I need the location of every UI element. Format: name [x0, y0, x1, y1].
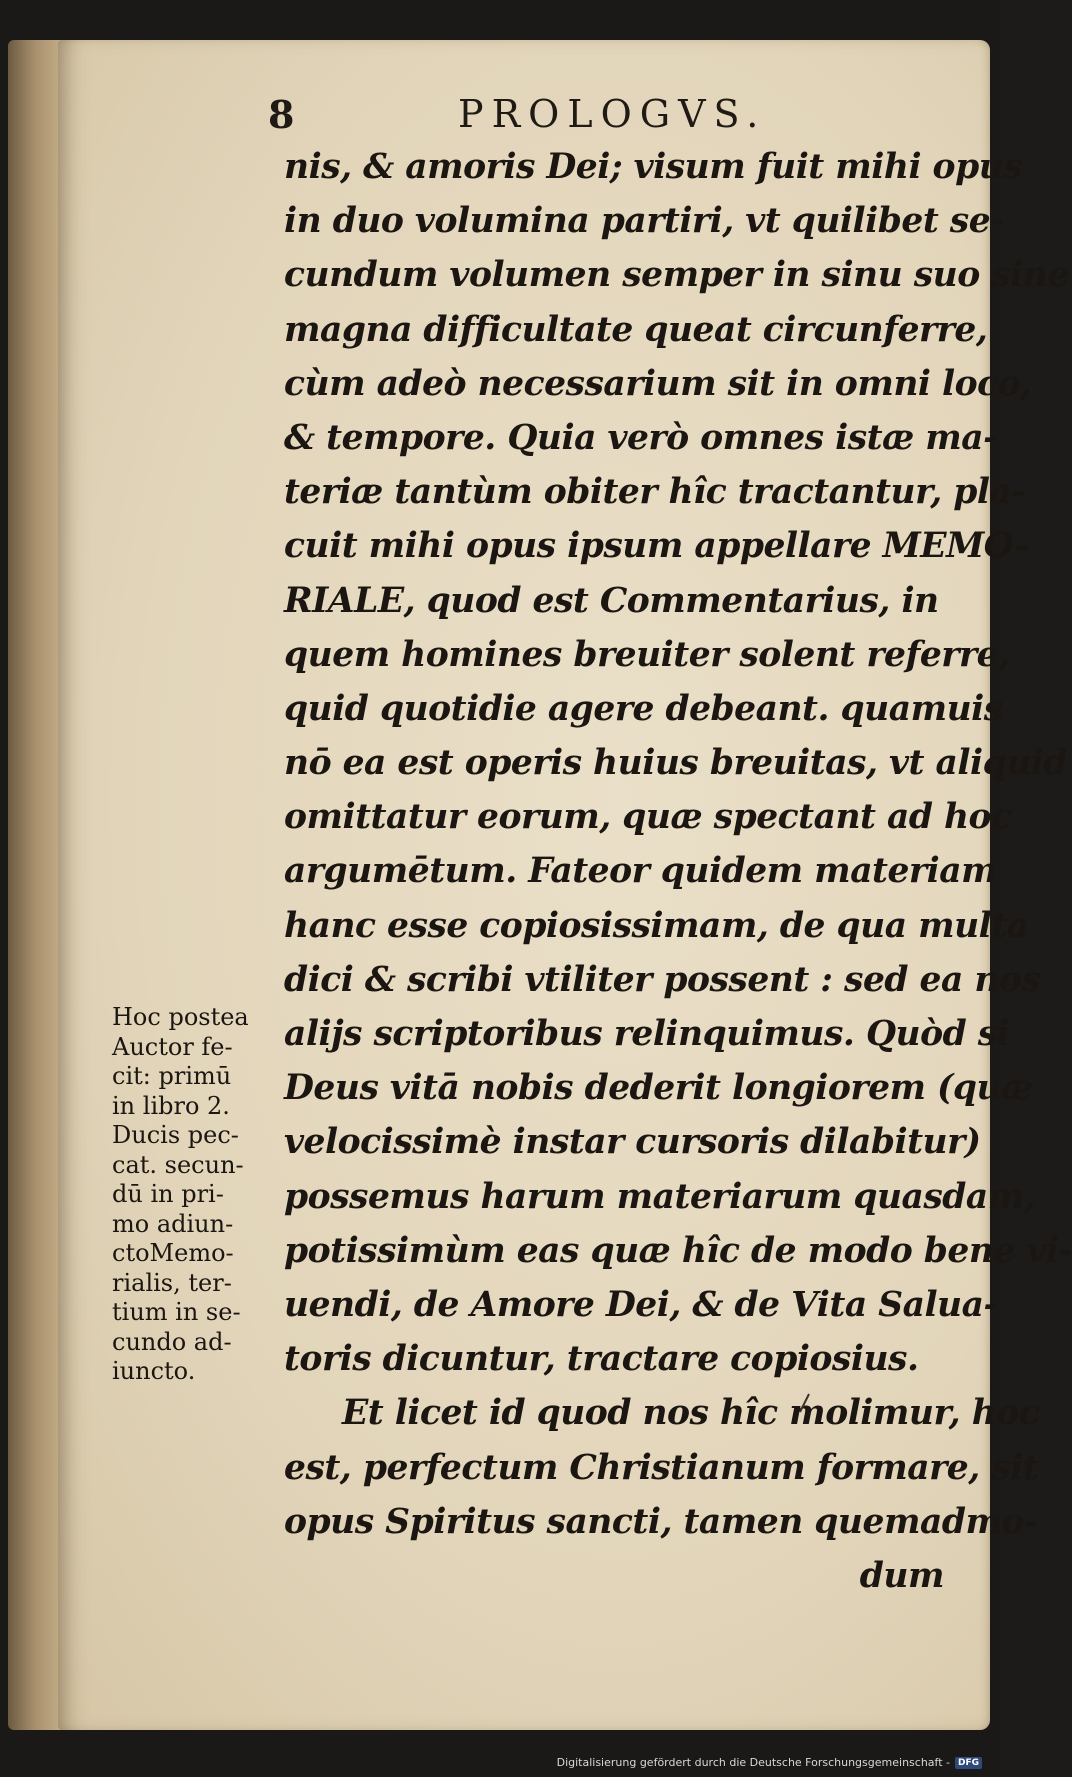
- text-line: possemus harum materiarum quasdam,: [284, 1176, 1036, 1217]
- marginal-note-line: Auctor fe-: [112, 1032, 233, 1061]
- text-line: hanc esse copiosissimam, de qua multa: [284, 905, 1029, 946]
- catchword: dum: [859, 1555, 944, 1596]
- marginal-note-line: ctoMemo-: [112, 1239, 234, 1267]
- text-line: velocissimè instar cursoris dilabitur): [284, 1122, 981, 1163]
- text-line: & tempore. Quia verò omnes istæ ma-: [284, 417, 997, 458]
- digitization-credit: [557, 1756, 982, 1769]
- text-line: in duo volumina partiri, vt quilibet se-: [284, 201, 1004, 242]
- marginal-note-line: cit: primū: [112, 1062, 232, 1090]
- marginal-note-line: tium in se-: [112, 1298, 241, 1326]
- running-head: PROLOGVS.: [458, 92, 767, 136]
- text-line: nō ea est operis huius breuitas, vt aliquid: [284, 743, 1068, 784]
- text-line: cundum volumen semper in sinu suo sine: [284, 255, 1069, 296]
- dfg-logo: DFG: [955, 1757, 982, 1769]
- text-line: Deus vitā nobis dederit longiorem (quæ: [284, 1068, 1033, 1109]
- pen-mark-icon: [795, 1392, 813, 1414]
- page-header: [268, 92, 828, 136]
- text-line: opus Spiritus sancti, tamen quemadmo-: [284, 1501, 1038, 1542]
- text-line: quid quotidie agere debeant. quamuis: [284, 688, 1003, 729]
- body-text: [284, 140, 1072, 1603]
- text-line: alijs scriptoribus relinquimus. Quòd si: [284, 1014, 1010, 1054]
- text-line: nis, & amoris Dei; visum fuit mihi opus: [284, 147, 1023, 187]
- text-line: quem homines breuiter solent referre,: [284, 634, 1010, 675]
- text-line: toris dicuntur, tractare copiosius.: [284, 1339, 919, 1380]
- text-line: magna difficultate queat circunferre,: [284, 309, 988, 350]
- text-line: cùm adeò necessarium sit in omni loco,: [284, 363, 1032, 404]
- marginal-note-line: in libro 2.: [112, 1091, 230, 1120]
- page-number: 8: [268, 92, 295, 137]
- text-line: RIALE, quod est Commentarius, in: [284, 580, 939, 621]
- marginal-note-line: Ducis pec-: [112, 1121, 239, 1149]
- text-line: uendi, de Amore Dei, & de Vita Salua-: [284, 1284, 998, 1325]
- marginal-note: [112, 1003, 284, 1387]
- marginal-note-line: cundo ad-: [112, 1327, 232, 1356]
- text-line: omittatur eorum, quæ spectant ad hoc: [284, 797, 1012, 838]
- text-line: potissimùm eas quæ hîc de modo bene vi-: [284, 1230, 1072, 1271]
- marginal-note-line: rialis, ter-: [112, 1268, 232, 1297]
- marginal-note-line: cat. secun-: [112, 1150, 244, 1179]
- text-line-paragraph-start: Et licet id quod nos hîc molimur, hoc: [342, 1393, 1040, 1434]
- marginal-note-line: dū in pri-: [112, 1180, 224, 1208]
- text-line: teriæ tantùm obiter hîc tractantur, pla-: [284, 472, 1026, 513]
- text-line: argumētum. Fateor quidem materiam: [284, 851, 998, 892]
- marginal-note-line: mo adiun-: [112, 1209, 234, 1238]
- credit-text: Digitalisierung gefördert durch die Deutsche Forschungsgemeinschaft -: [556, 1756, 950, 1769]
- text-line: cuit mihi opus ipsum appellare MEMO-: [284, 526, 1029, 567]
- text-line: est, perfectum Christianum formare, sit: [284, 1447, 1039, 1488]
- text-line: dici & scribi vtiliter possent : sed ea nos: [284, 959, 1041, 1000]
- marginal-note-line: Hoc postea: [112, 1003, 249, 1031]
- marginal-note-line: iuncto.: [112, 1357, 196, 1385]
